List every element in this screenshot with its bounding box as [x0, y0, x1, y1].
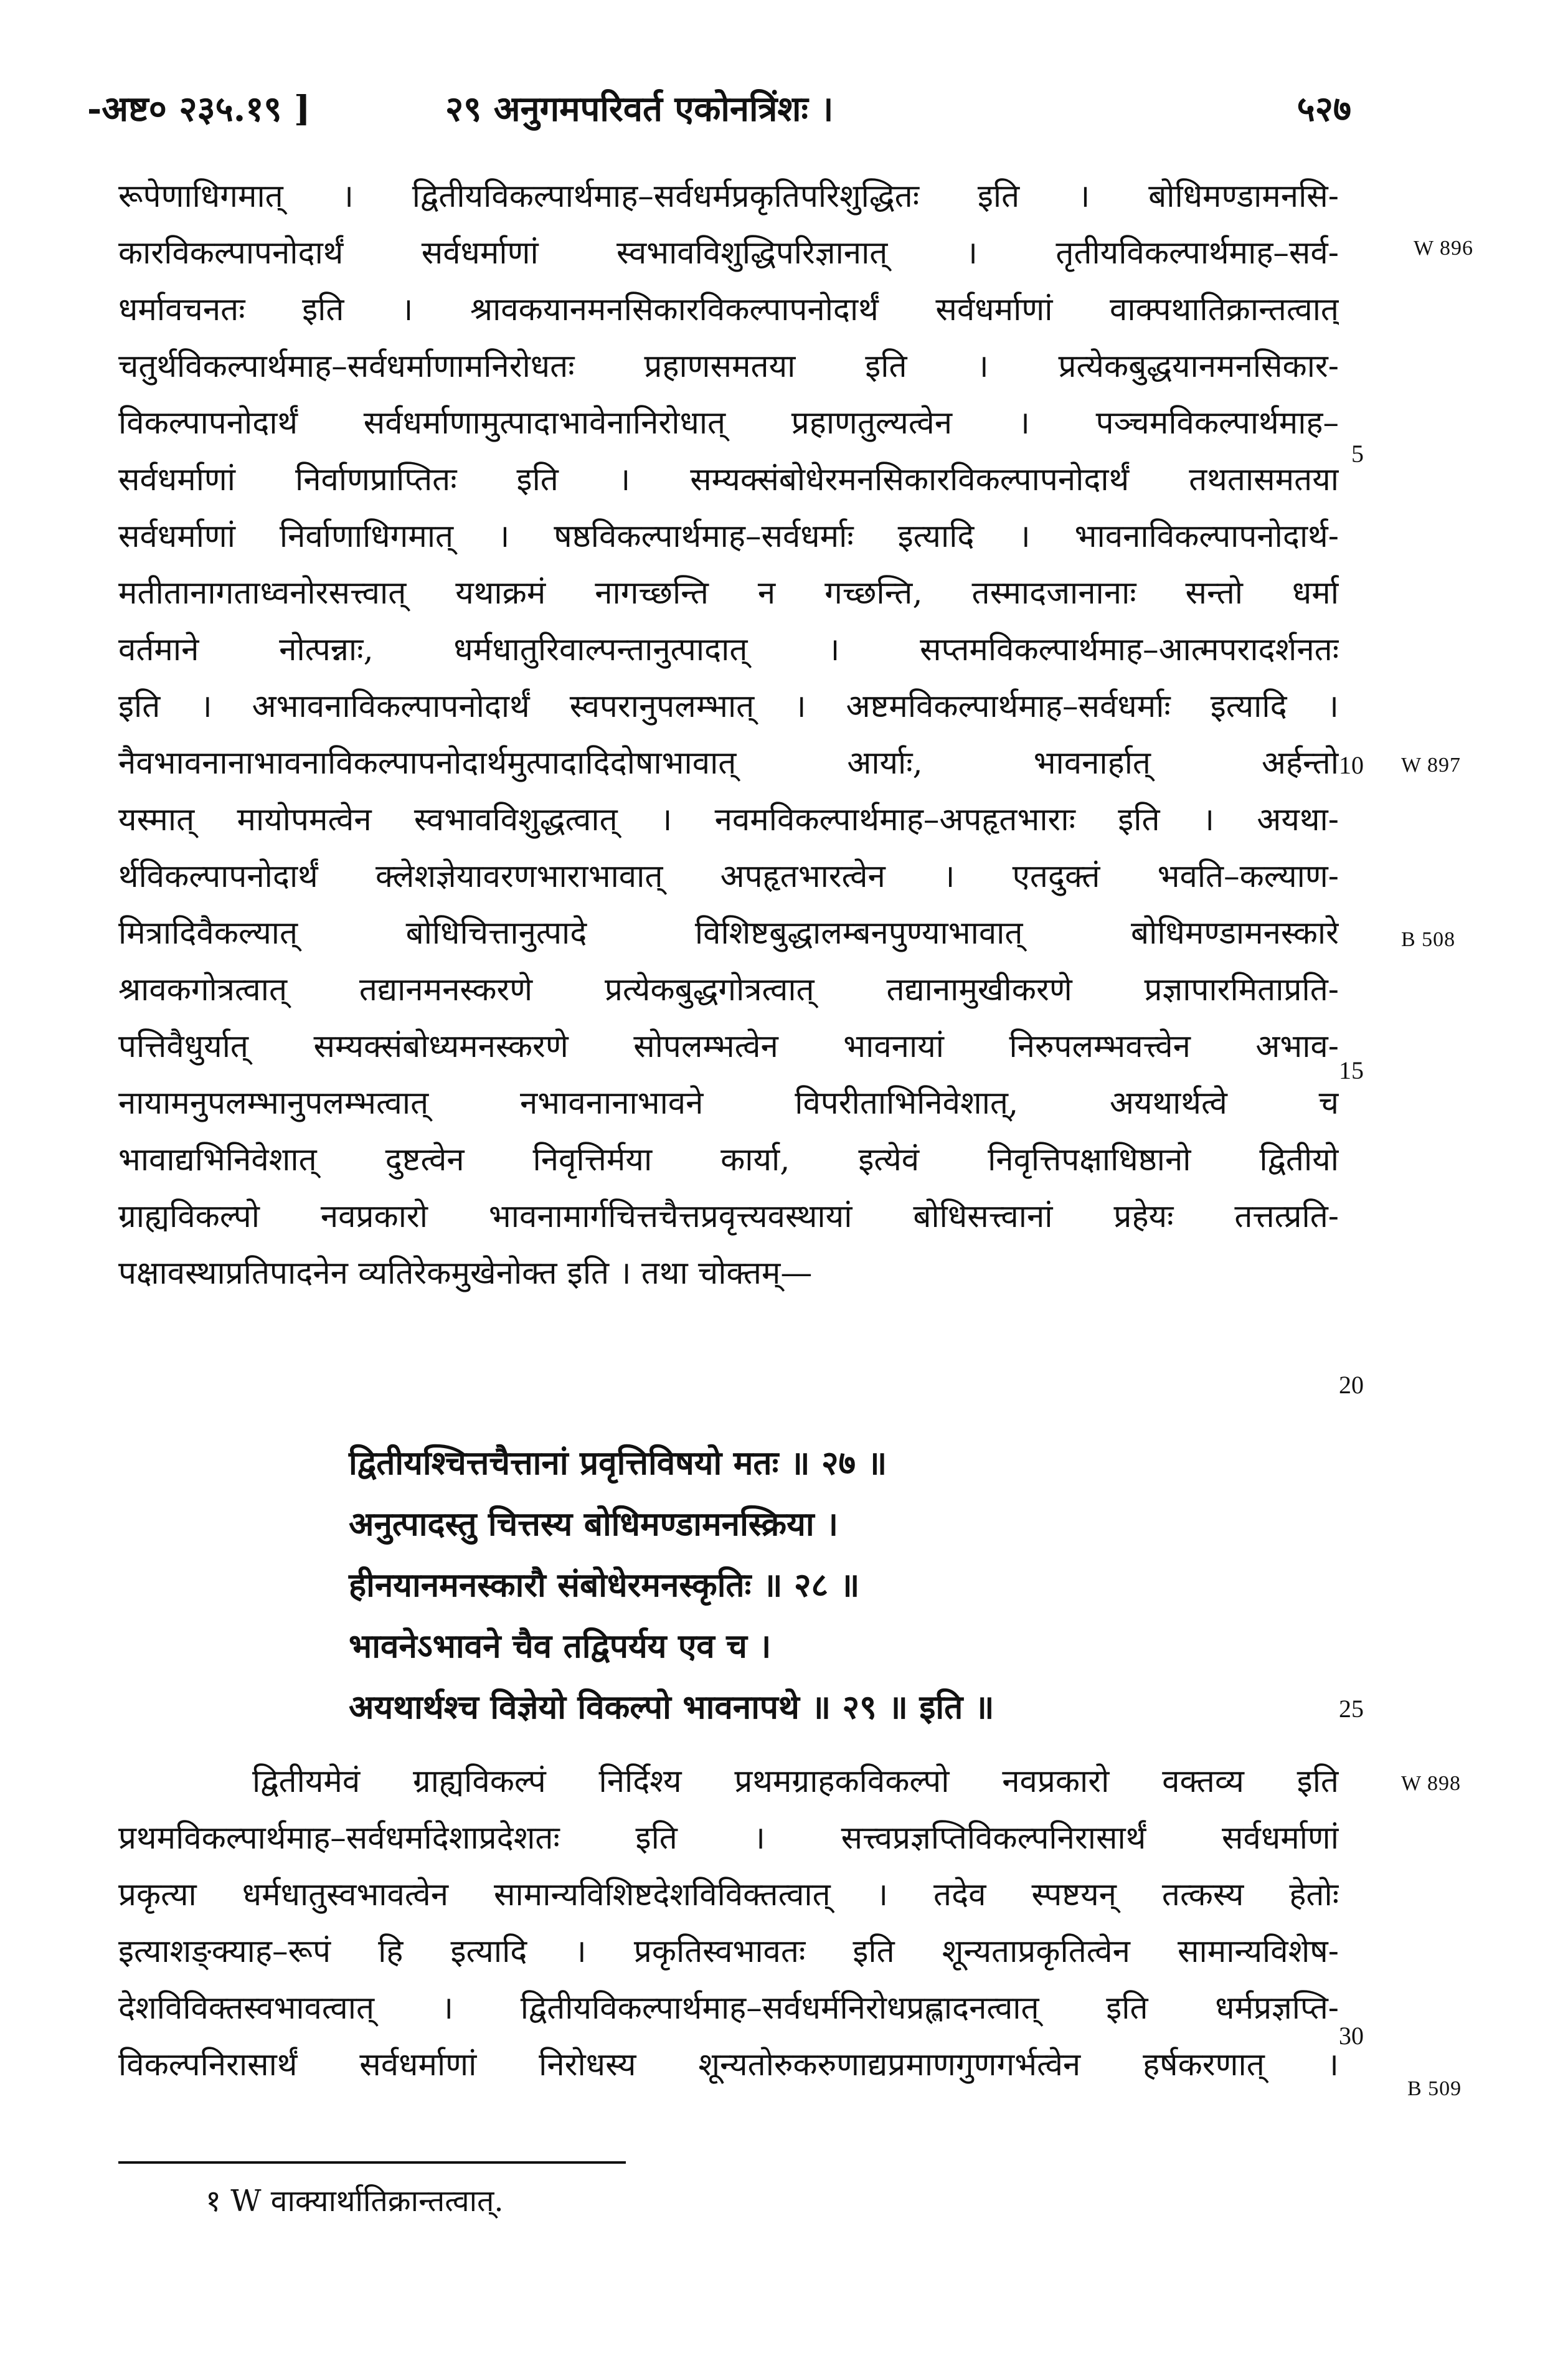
text-line: देशविविक्तस्वभावत्वात् । द्वितीयविकल्पार्थमाह–सर्वधर्मनिरोधप्रह्लादनत्वात् इति धर्मप्रज्ञप्ति- — [118, 1990, 1339, 2027]
verse-line: द्वितीयश्चित्तचैत्तानां प्रवृत्तिविषयो मतः ॥ २७ ॥ — [349, 1444, 887, 1482]
running-header — [87, 84, 1351, 140]
text-line: श्रावकगोत्रत्वात् तद्यानमनस्करणे प्रत्येकबुद्धगोत्रत्वात् तद्यानामुखीकरणे प्रज्ञापारमिताप्रति- — [118, 972, 1339, 1008]
margin-reference: B 509 — [1407, 2077, 1462, 2100]
verse-line: भावनेऽभावने चैव तद्विपर्यय एव च । — [349, 1627, 772, 1665]
margin-reference: W 897 — [1401, 754, 1461, 777]
text-line: द्वितीयमेवं ग्राह्यविकल्पं निर्दिश्य प्रथमग्राहकविकल्पो नवप्रकारो वक्तव्य इति — [252, 1763, 1339, 1800]
text-line: नैवभावनानाभावनाविकल्पापनोदार्थमुत्पादादिदोषाभावात् आर्याः, भावनार्हात् अर्हन्तो — [118, 745, 1339, 782]
verse-block — [349, 1433, 1283, 1738]
footnote: १ W वाक्यार्थातिक्रान्तत्वात्. — [205, 2184, 504, 2219]
text-line: वर्तमाने नोत्पन्नाः, धर्मधातुरिवाल्पन्तानुत्पादात् । सप्तमविकल्पार्थमाह–आत्मपरादर्शनतः — [118, 632, 1339, 668]
line-number: 10 — [1339, 751, 1364, 779]
page-number: ५२७ — [1296, 88, 1351, 130]
text-line: कारविकल्पापनोदार्थं सर्वधर्माणां स्वभावविशुद्धिपरिज्ञानात् । तृतीयविकल्पार्थमाह–सर्व- — [118, 235, 1339, 272]
text-line: प्रकृत्या धर्मधातुस्वभावत्वेन सामान्यविशिष्टदेशविविक्तत्वात् । तदेव स्पष्टयन् तत्कस्य हेतोः — [118, 1877, 1339, 1913]
text-line: सर्वधर्माणां निर्वाणप्राप्तितः इति । सम्यक्संबोधेरमनसिकारविकल्पापनोदार्थं तथतासमतया — [118, 462, 1339, 498]
verse-line: अनुत्पादस्तु चित्तस्य बोधिमण्डामनस्क्रिया । — [349, 1505, 839, 1543]
text-line: ग्राह्यविकल्पो नवप्रकारो भावनामार्गचित्तचैत्तप्रवृत्त्यवस्थायां बोधिसत्त्वानां प्रहेयः तत्तत्प्रति- — [118, 1198, 1339, 1235]
margin-reference: W 896 — [1414, 237, 1473, 260]
text-line: सर्वधर्माणां निर्वाणाधिगमात् । षष्ठविकल्पार्थमाह–सर्वधर्माः इत्यादि । भावनाविकल्पापनोदार्थ- — [118, 518, 1339, 555]
margin-reference: B 508 — [1401, 928, 1456, 951]
margin-reference: W 898 — [1401, 1772, 1461, 1795]
line-number: 5 — [1351, 440, 1364, 468]
text-line: चतुर्थविकल्पार्थमाह–सर्वधर्माणामनिरोधतः प्रहाणसमतया इति । प्रत्येकबुद्धयानमनसिकार- — [118, 348, 1339, 385]
text-line: मित्रादिवैकल्यात् बोधिचित्तानुत्पादे विशिष्टबुद्धालम्बनपुण्याभावात् बोधिमण्डामनस्कारे — [118, 915, 1339, 952]
text-line: इति । अभावनाविकल्पापनोदार्थं स्वपरानुपलम्भात् । अष्टमविकल्पार्थमाह–सर्वधर्माः इत्यादि । — [118, 688, 1339, 725]
text-line: विकल्पनिरासार्थं सर्वधर्माणां निरोधस्य शून्यतोरुकरुणाद्यप्रमाणगुणगर्भत्वेन हर्षकरणात् । — [118, 2047, 1339, 2083]
header-section-ref: -अष्ट० २३५.१९ ] — [87, 88, 311, 130]
text-line: र्थविकल्पापनोदार्थं क्लेशज्ञेयावरणभाराभावात् अपहृतभारत्वेन । एतदुक्तं भवति–कल्याण- — [118, 858, 1339, 895]
commentary-paragraph-1 — [118, 168, 1339, 1302]
text-line: भावाद्यभिनिवेशात् दुष्टत्वेन निवृत्तिर्मया कार्या, इत्येवं निवृत्तिपक्षाधिष्ठानो द्वितीयो — [118, 1142, 1339, 1178]
text-line: पत्तिवैधुर्यात् सम्यक्संबोध्यमनस्करणे सोपलम्भत्वेन भावनायां निरुपलम्भवत्त्वेन अभाव- — [118, 1028, 1339, 1065]
text-line: रूपेणाधिगमात् । द्वितीयविकल्पार्थमाह–सर्वधर्मप्रकृतिपरिशुद्धितः इति । बोधिमण्डामनसि- — [118, 178, 1339, 215]
line-number: 30 — [1339, 2022, 1364, 2050]
line-number: 20 — [1339, 1371, 1364, 1399]
text-line: मतीतानागताध्वनोरसत्त्वात् यथाक्रमं नागच्छन्ति न गच्छन्ति, तस्मादजानानाः सन्तो धर्मा — [118, 575, 1339, 612]
line-number: 25 — [1339, 1695, 1364, 1723]
text-line: प्रथमविकल्पार्थमाह–सर्वधर्मादेशाप्रदेशतः इति । सत्त्वप्रज्ञप्तिविकल्पनिरासार्थं सर्वधर्माणां — [118, 1820, 1339, 1857]
verse-line: हीनयानमनस्कारौ संबोधेरमनस्कृतिः ॥ २८ ॥ — [349, 1566, 860, 1604]
footnote-rule — [118, 2161, 626, 2164]
text-line: विकल्पापनोदार्थं सर्वधर्माणामुत्पादाभावेनानिरोधात् प्रहाणतुल्यत्वेन । पञ्चमविकल्पार्थमाह– — [118, 405, 1339, 442]
text-line: धर्मावचनतः इति । श्रावकयानमनसिकारविकल्पापनोदार्थं सर्वधर्माणां वाक्पथातिक्रान्तत्वात् — [118, 291, 1339, 328]
verse-line: अयथार्थश्च विज्ञेयो विकल्पो भावनापथे ॥ २९ ॥ इति ॥ — [349, 1688, 994, 1726]
text-line: नायामनुपलम्भानुपलम्भत्वात् नभावनानाभावने विपरीताभिनिवेशात्, अयथार्थत्वे च — [118, 1085, 1339, 1122]
header-chapter-title: २९ अनुगमपरिवर्त एकोनत्रिंशः । — [445, 88, 834, 130]
line-number: 15 — [1339, 1056, 1364, 1084]
text-line: पक्षावस्थाप्रतिपादनेन व्यतिरेकमुखेनोक्त इति । तथा चोक्तम्— — [118, 1255, 813, 1292]
text-line: यस्मात् मायोपमत्वेन स्वभावविशुद्धत्वात् । नवमविकल्पार्थमाह–अपहृतभाराः इति । अयथा- — [118, 802, 1339, 838]
commentary-paragraph-2 — [118, 1753, 1339, 2093]
text-line: इत्याशङ्क्याह–रूपं हि इत्यादि । प्रकृतिस्वभावतः इति शून्यताप्रकृतित्वेन सामान्यविशेष- — [118, 1933, 1339, 1970]
